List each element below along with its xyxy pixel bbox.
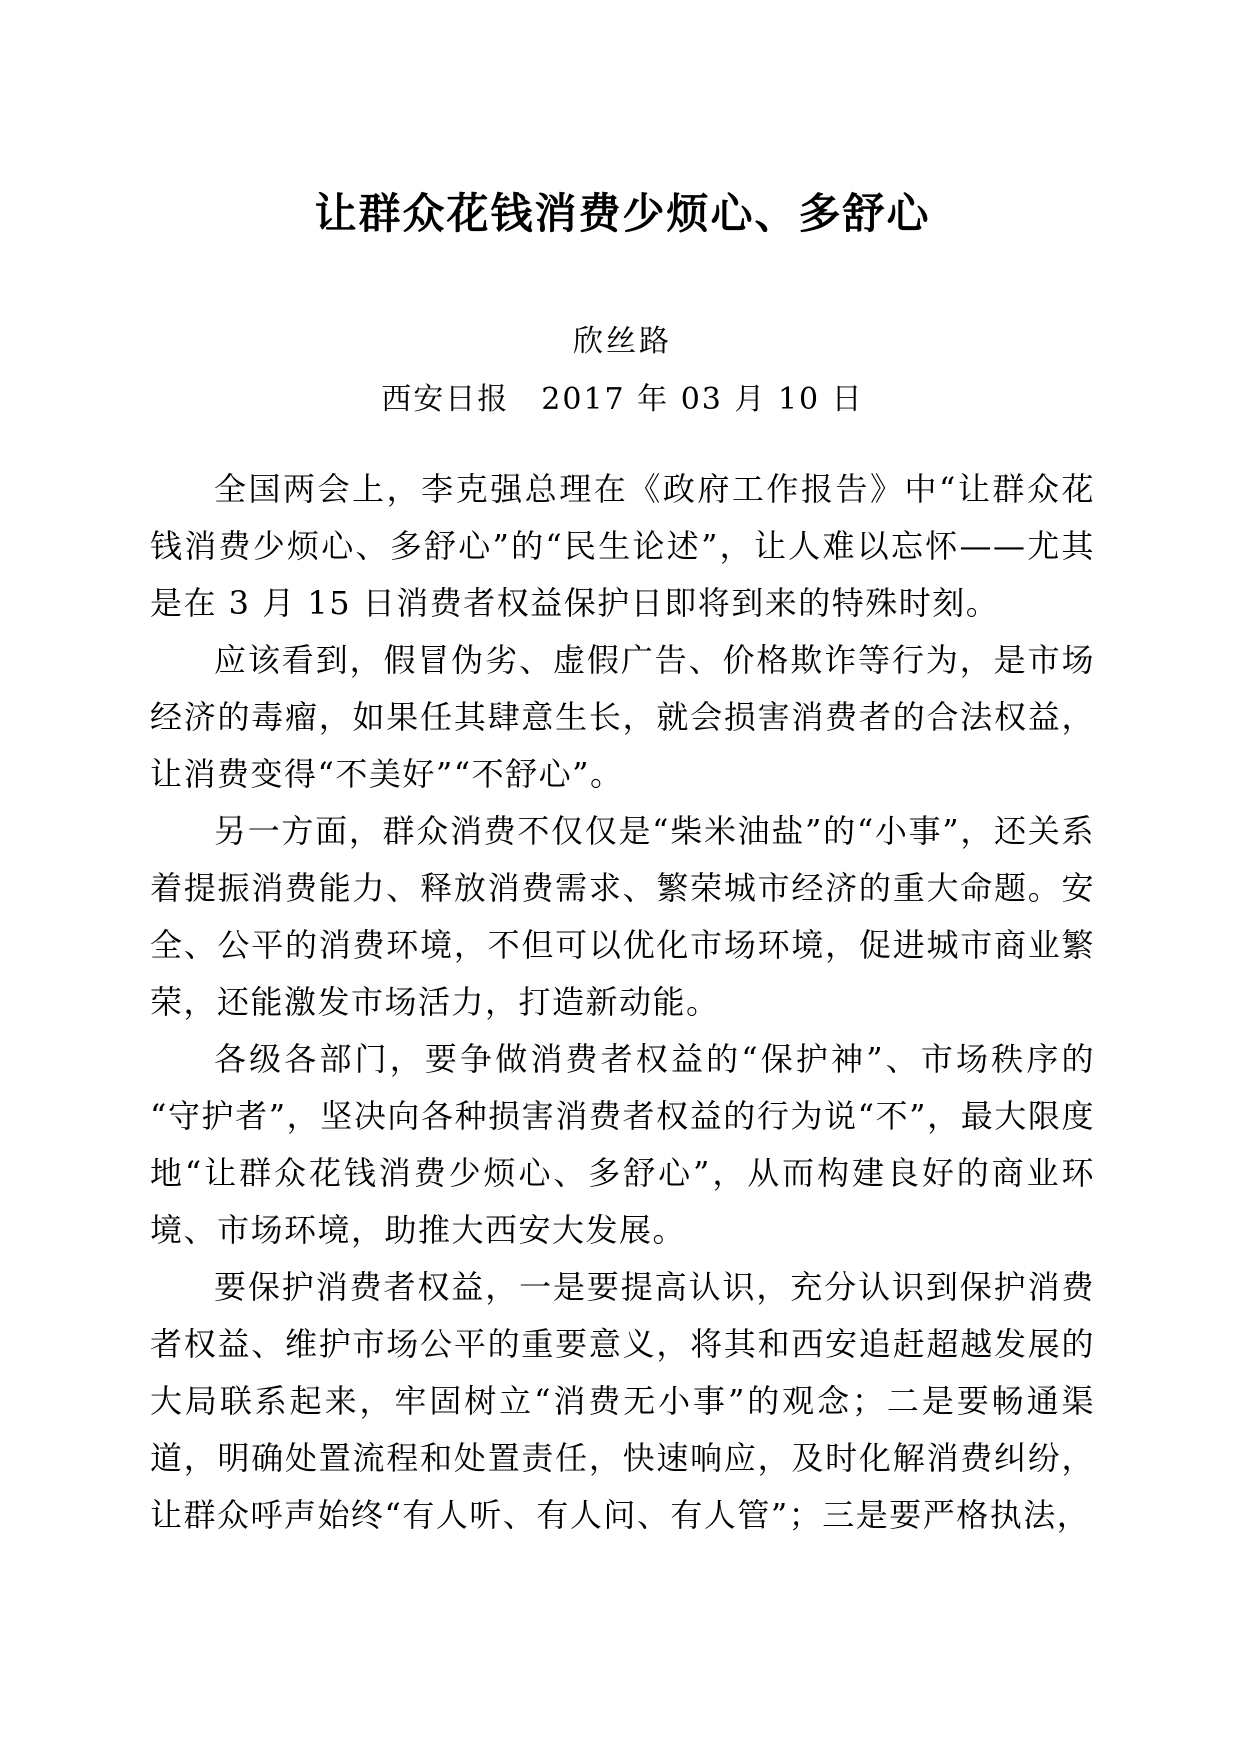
paragraph-4: 各级各部门，要争做消费者权益的“保护神”、市场秩序的“守护者”，坚决向各种损害消费者权益的行为说“不”，最大限度地“让群众花钱消费少烦心、多舒心”，从而构建良好的商业环境、市场环境，助推大西安大发展。	[150, 1039, 1095, 1249]
article-title: 让群众花钱消费少烦心、多舒心	[314, 189, 931, 238]
paragraph-3: 另一方面，群众消费不仅仅是“柴米油盐”的“小事”，还关系着提振消费能力、释放消费需求、繁荣城市经济的重大命题。安全、公平的消费环境，不但可以优化市场环境，促进城市商业繁荣，还能激发市场活力，打造新动能。	[150, 811, 1095, 1021]
paragraph-1: 全国两会上，李克强总理在《政府工作报告》中“让群众花钱消费少烦心、多舒心”的“民生论述”，让人难以忘怀——尤其是在 3 月 15 日消费者权益保护日即将到来的特殊时刻。	[150, 469, 1095, 622]
article-source-date: 西安日报 2017 年 03 月 10 日	[381, 381, 864, 417]
article-body	[150, 461, 1095, 1544]
paragraph-5: 要保护消费者权益，一是要提高认识，充分认识到保护消费者权益、维护市场公平的重要意义，将其和西安追赶超越发展的大局联系起来，牢固树立“消费无小事”的观念；二是要畅通渠道，明确处置流程和处置责任，快速响应，及时化解消费纠纷，让群众呼声始终“有人听、有人问、有人管”；三是要严格执法，	[150, 1267, 1095, 1534]
paragraph-2: 应该看到，假冒伪劣、虚假广告、价格欺诈等行为，是市场经济的毒瘤，如果任其肆意生长，就会损害消费者的合法权益，让消费变得“不美好”“不舒心”。	[150, 640, 1095, 793]
article-author: 欣丝路	[573, 323, 672, 359]
